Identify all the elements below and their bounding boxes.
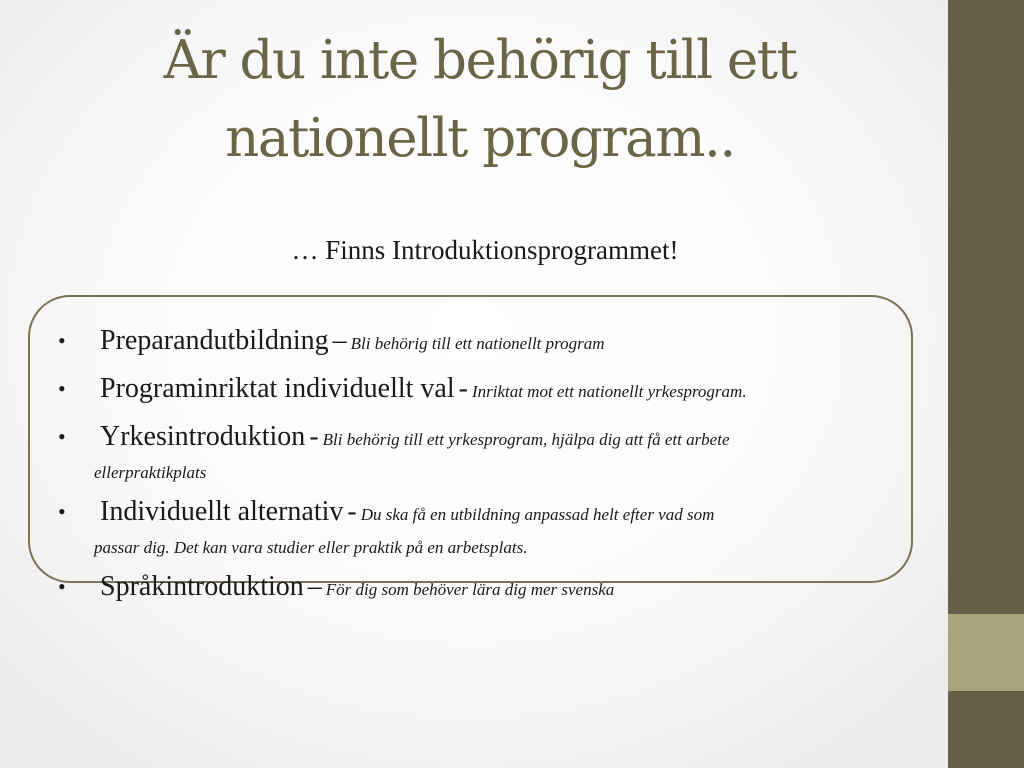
bullet-heading: Individuellt alternativ	[100, 496, 344, 527]
bullet-continuation: ellerpraktikplats	[94, 463, 207, 482]
bullet-separator: -	[458, 373, 468, 404]
bullet-dot-icon: •	[58, 499, 66, 524]
bullet-heading: Preparandutbildning	[100, 325, 329, 356]
bullet-list	[58, 321, 898, 615]
bullet-heading: Språkintroduktion	[100, 571, 304, 602]
bullet-separator: –	[332, 325, 347, 356]
bullet-item-individuellt-alternativ	[58, 492, 898, 560]
bullet-dot-icon: •	[58, 376, 66, 401]
bullet-first-line	[100, 417, 898, 461]
bullet-description: För dig som behöver lära dig mer svenska	[325, 580, 615, 599]
bullet-separator: -	[347, 496, 357, 527]
slide-title-line-1: Är du inte behörig till ett	[163, 30, 797, 91]
bullet-description: Bli behörig till ett nationellt program	[350, 334, 605, 353]
bullet-description: Inriktat mot ett nationellt yrkesprogram.	[471, 382, 747, 401]
bullet-item-sprakintroduktion	[58, 567, 898, 611]
bullet-continuation: passar dig. Det kan vara studier eller praktik på en arbetsplats.	[94, 538, 528, 557]
bullet-heading: Programinriktat individuellt val	[100, 373, 455, 404]
slide-title-line-2: nationellt program..	[225, 108, 735, 169]
bullet-separator: -	[309, 421, 319, 452]
bullet-dot-icon: •	[58, 574, 66, 599]
bullet-item-preparandutbildning	[58, 321, 898, 365]
bullet-first-line	[100, 321, 898, 365]
bullet-item-yrkesintroduktion	[58, 417, 898, 485]
bullet-item-programinriktat	[58, 369, 898, 413]
bullet-description: Du ska få en utbildning anpassad helt efter vad som	[360, 505, 715, 524]
bullet-first-line	[100, 369, 898, 413]
slide-subtitle: … Finns Introduktionsprogrammet!	[291, 235, 679, 265]
bullet-separator: –	[307, 571, 322, 602]
bullet-dot-icon: •	[58, 328, 66, 353]
bullet-heading: Yrkesintroduktion	[100, 421, 306, 452]
decorative-sidebar	[948, 0, 1024, 768]
bullet-first-line	[100, 567, 898, 611]
bullet-description: Bli behörig till ett yrkesprogram, hjälpa dig att få ett arbete	[322, 430, 730, 449]
bullet-dot-icon: •	[58, 424, 66, 449]
bullet-first-line	[100, 492, 898, 536]
slide-title	[60, 22, 900, 178]
sidebar-accent-block	[948, 614, 1024, 691]
